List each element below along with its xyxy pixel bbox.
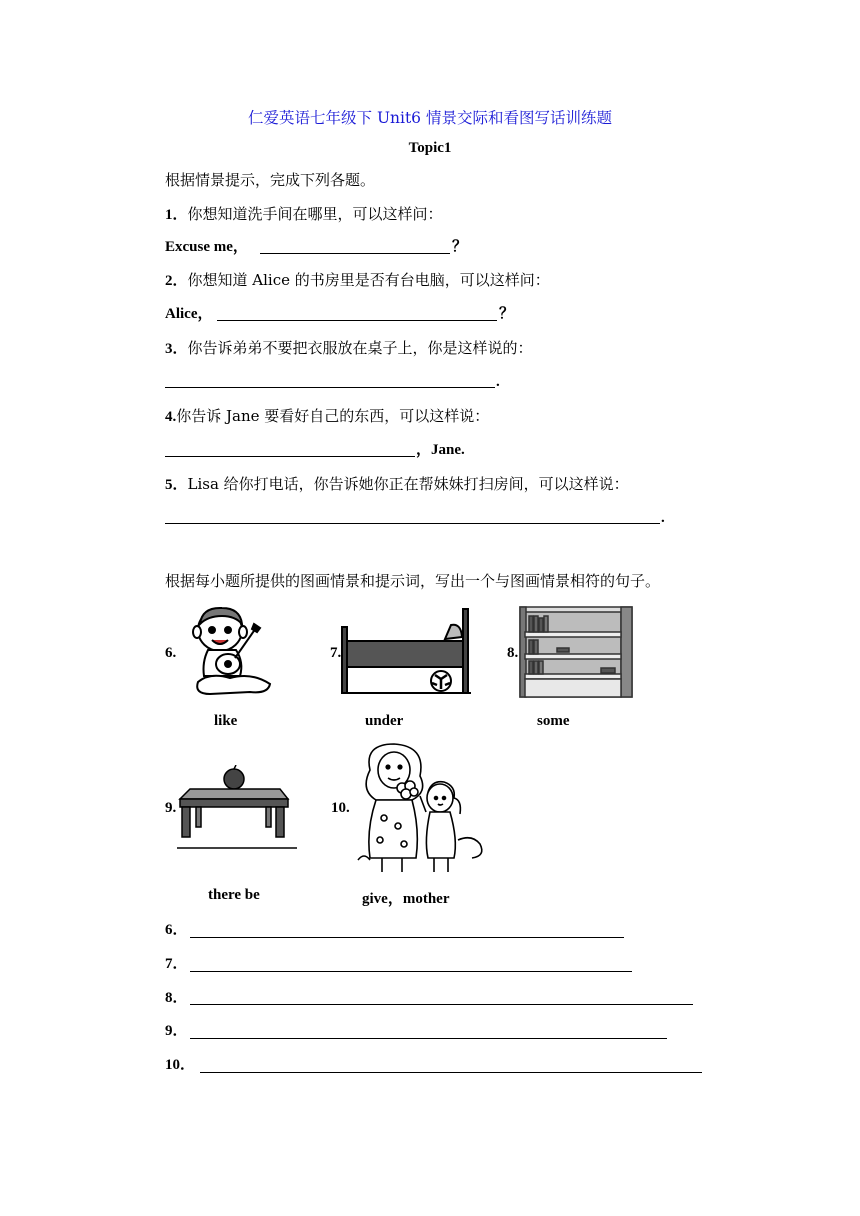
answer-line-6[interactable]	[190, 937, 624, 938]
question-5-suffix: .	[661, 510, 665, 526]
question-number: 1．	[165, 207, 188, 223]
answer-line-10[interactable]	[200, 1072, 702, 1073]
answer-blank-3[interactable]	[165, 387, 495, 388]
boy-guitar-icon	[180, 602, 280, 698]
answer-blank-5[interactable]	[165, 523, 660, 524]
bookshelf-icon	[519, 606, 633, 698]
question-4-suffix: ，Jane.	[416, 442, 465, 458]
question-text: 你想知道洗手间在哪里，可以这样问：	[187, 205, 443, 223]
picture-6-number: 6.	[165, 645, 177, 661]
picture-10-hint: give，mother	[362, 891, 450, 907]
question-text: Lisa 给你打电话，你告诉她你正在帮妹妹打扫房间，可以这样说：	[187, 475, 629, 493]
question-3-prompt	[165, 338, 533, 359]
question-number: 3．	[165, 341, 188, 357]
picture-7-number: 7.	[330, 645, 342, 661]
question-3-suffix: .	[496, 374, 500, 390]
question-number: 2．	[165, 273, 188, 289]
picture-9-hint: there be	[208, 887, 260, 903]
question-number: 4.	[165, 409, 177, 425]
bed-ball-icon	[341, 605, 473, 697]
answer-line-10-number: 10．	[165, 1057, 196, 1073]
table-apple-icon	[172, 765, 298, 851]
question-number: 5．	[165, 477, 188, 493]
question-4-prompt	[165, 406, 489, 427]
answer-blank-4[interactable]	[165, 456, 415, 457]
question-1-suffix: ？	[452, 239, 468, 255]
page-subtitle: Topic1	[408, 140, 452, 156]
part1-instruction: 根据情景提示，完成下列各题。	[165, 171, 376, 189]
answer-blank-1[interactable]	[260, 253, 450, 254]
girl-flowers-mother-icon	[354, 740, 488, 876]
answer-line-9-number: 9．	[165, 1023, 188, 1039]
question-2-prefix: Alice，	[165, 306, 213, 322]
question-text: 你想知道 Alice 的书房里是否有台电脑，可以这样问：	[187, 271, 550, 289]
picture-10-number: 10.	[331, 800, 350, 816]
page-title: 仁爱英语七年级下 Unit6 情景交际和看图写话训练题	[248, 109, 612, 127]
question-1-prompt	[165, 204, 443, 225]
answer-line-9[interactable]	[190, 1038, 667, 1039]
picture-7-hint: under	[365, 713, 404, 729]
question-text: 你告诉弟弟不要把衣服放在桌子上，你是这样说的：	[187, 339, 533, 357]
question-5-prompt	[165, 474, 629, 495]
question-1-prefix: Excuse me，	[165, 239, 248, 255]
answer-line-7[interactable]	[190, 971, 632, 972]
answer-blank-2[interactable]	[217, 320, 497, 321]
question-text: 你告诉 Jane 要看好自己的东西，可以这样说：	[176, 407, 490, 425]
answer-line-6-number: 6．	[165, 922, 188, 938]
question-2-prompt	[165, 270, 550, 291]
part2-instruction: 根据每小题所提供的图画情景和提示词，写出一个与图画情景相符的句子。	[165, 572, 661, 590]
picture-8-number: 8.	[507, 645, 519, 661]
answer-line-8[interactable]	[190, 1004, 693, 1005]
answer-line-8-number: 8．	[165, 990, 188, 1006]
picture-8-hint: some	[537, 713, 570, 729]
question-2-suffix: ？	[499, 306, 515, 322]
picture-9-number: 9.	[165, 800, 177, 816]
picture-6-hint: like	[214, 713, 238, 729]
answer-line-7-number: 7．	[165, 956, 188, 972]
